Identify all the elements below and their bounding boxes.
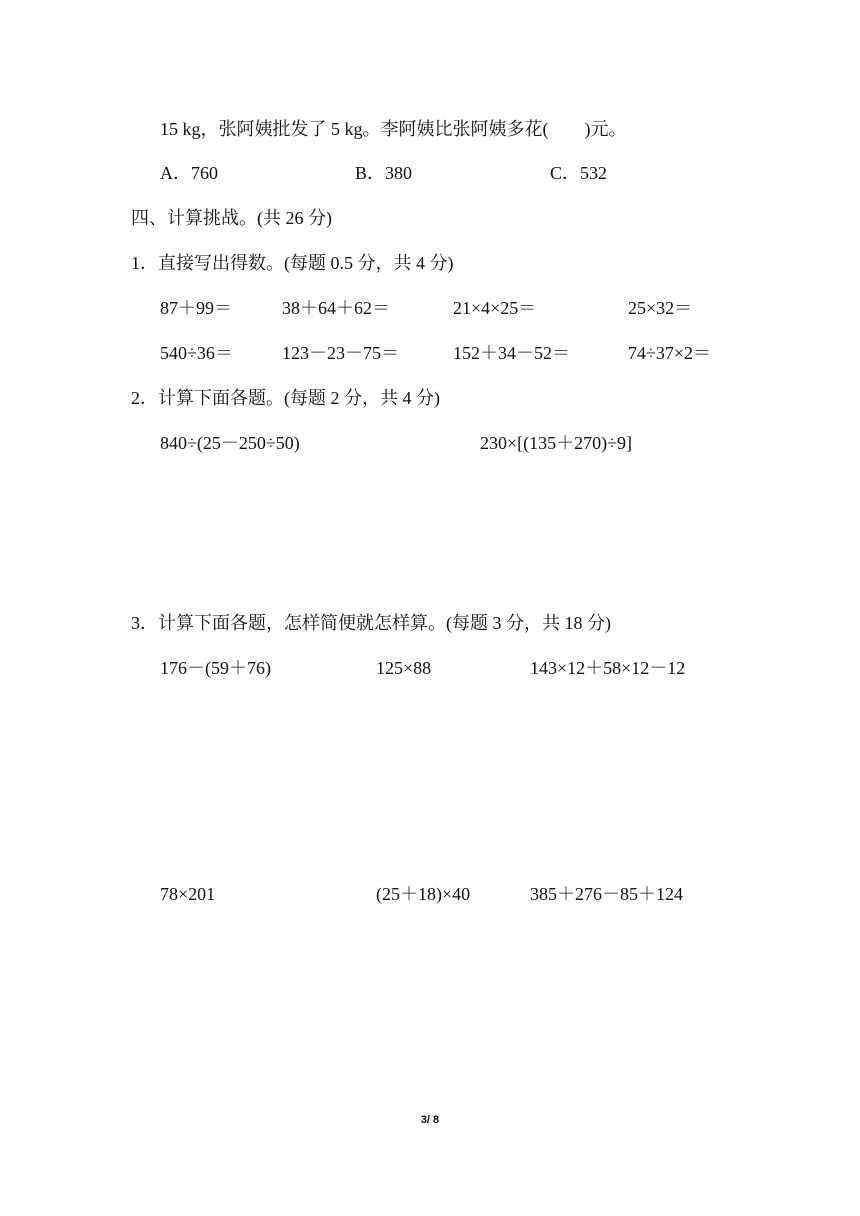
question-fragment-text: 15 kg，张阿姨批发了 5 kg。李阿姨比张阿姨多花( )元。	[160, 119, 627, 139]
q3-expr: 125×88	[376, 658, 432, 678]
option-c: C．532	[550, 163, 608, 183]
q3-expr: 176－(59＋76)	[160, 658, 271, 678]
section-heading: 四、计算挑战。(共 26 分)	[131, 208, 332, 228]
q1-expr: 123－23－75＝	[282, 343, 399, 363]
q3-expr: 78×201	[160, 884, 216, 904]
q1-expr: 152＋34－52＝	[453, 343, 570, 363]
q1-expr: 25×32＝	[628, 298, 693, 318]
option-a: A．760	[160, 163, 218, 183]
q1-title: 1．直接写出得数。(每题 0.5 分，共 4 分)	[131, 253, 454, 273]
q3-expr: 385＋276－85＋124	[530, 884, 683, 904]
q2-expr: 840÷(25－250÷50)	[160, 433, 300, 453]
page-number: 3/ 8	[420, 1114, 440, 1126]
q3-expr: (25＋18)×40	[376, 884, 471, 904]
q1-expr: 38＋64＋62＝	[282, 298, 390, 318]
q3-title: 3．计算下面各题，怎样简便就怎样算。(每题 3 分，共 18 分)	[131, 613, 611, 633]
q2-expr: 230×[(135＋270)÷9]	[480, 433, 633, 453]
q1-expr: 21×4×25＝	[453, 298, 537, 318]
q1-expr: 74÷37×2＝	[628, 343, 712, 363]
q3-expr: 143×12＋58×12－12	[530, 658, 686, 678]
q2-title: 2．计算下面各题。(每题 2 分，共 4 分)	[131, 388, 440, 408]
option-b: B．380	[355, 163, 413, 183]
q1-expr: 87＋99＝	[160, 298, 232, 318]
q1-expr: 540÷36＝	[160, 343, 233, 363]
